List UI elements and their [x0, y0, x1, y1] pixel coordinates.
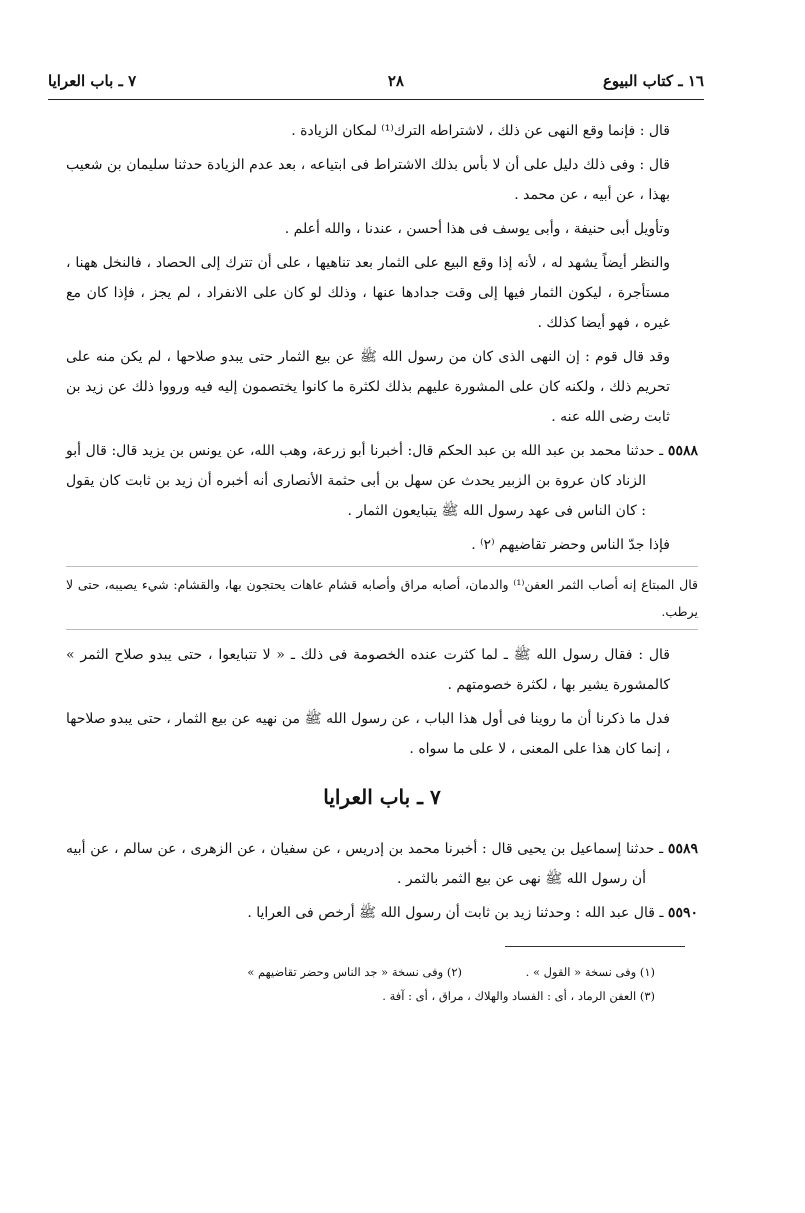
text-paragraph: فدل ما ذكرنا أن ما روينا فى أول هذا الباب ، عن رسول الله ﷺ من نهيه عن بيع الثمار ، حتى يبدو صلاحها ، إنما كان هذا على المعنى ، لا على ما سواه . [66, 711, 670, 757]
hadith-entry [66, 898, 698, 928]
hadith-entry [66, 834, 698, 894]
text-paragraph: قال : وفى ذلك دليل على أن لا بأس بذلك الاشتراط فى ابتياعه ، بعد عدم الزيادة حدثنا سليمان بن شعيب بهذا ، عن أبيه ، عن محمد . [66, 157, 670, 203]
hadith-text: ـ قال عبد الله : وحدثنا زيد بن ثابت أن رسول الله ﷺ أرخص فى العرايا . [247, 905, 664, 921]
hadith-text: ـ حدثنا محمد بن عبد الله بن عبد الحكم قال: أخبرنا أبو زرعة، وهب الله، عن يونس بن يزيد قال: قال أبو الزناد كان عروة بن الزبير يحدث عن سهل بن أبى حثمة الأنصارى أنه أخبره أن زيد بن ثابت كان يقول : كان الناس فى عهد رسول الله ﷺ يتبايعون الثمار . [66, 443, 664, 519]
gloss-note: قال المبتاع إنه أصاب الثمر العفن⁽¹⁾ والدمان، أصابه مراق وأصابه قشام عاهات يحتجون بها، والقشام: شيء يصيبه، حتى لا يرطب. [66, 566, 698, 630]
main-text [66, 116, 698, 932]
page-number: ٢٨ [387, 72, 404, 90]
hadith-number: ٥٥٩٠ [667, 905, 698, 921]
header-rule [48, 99, 704, 100]
text-paragraph: والنظر أيضاً يشهد له ، لأنه إذا وقع البيع على الثمار بعد تناهيها ، على أن تترك إلى الحصاد ، فالنخل ههنا ، مستأجرة ، ليكون الثمار فيها إلى وقت جدادها عنها ، وذلك لو كان على الانفراد ، لم يجز ، فإذا كان مع غيره ، فهو أيضا كذلك . [66, 255, 670, 331]
text-paragraph: فإذا جدّ الناس وحضر تقاضيهم ⁽٢⁾ . [471, 537, 670, 553]
hadith-number: ٥٥٨٩ [667, 841, 698, 857]
footnote-1: (١) وفى نسخة « القول » . [525, 965, 655, 979]
hadith-entry [66, 436, 698, 526]
text-paragraph: قال : فقال رسول الله ﷺ ـ لما كثرت عنده الخصومة فى ذلك ـ « لا تتبايعوا ، حتى يبدو صلاح الثمر » كالمشورة يشير بها ، لكثرة خصومتهم . [66, 647, 670, 693]
header-chapter-title: ٧ ـ باب العرايا [48, 72, 137, 90]
text-paragraph: قال : فإنما وقع النهى عن ذلك ، لاشتراطه الترك⁽¹⁾ لمكان الزيادة . [291, 123, 670, 139]
header-book-title: ١٦ ـ كتاب البيوع [602, 72, 704, 90]
footnote-3: (٣) العفن الرماد ، أى : الفساد والهلاك ، مراق ، أى : آفة . [382, 989, 655, 1003]
text-paragraph: وتأويل أبى حنيفة ، وأبى يوسف فى هذا أحسن ، عندنا ، والله أعلم . [284, 221, 670, 237]
running-header [48, 72, 704, 96]
footnotes [95, 960, 655, 1008]
hadith-number: ٥٥٨٨ [667, 443, 698, 459]
hadith-text: ـ حدثنا إسماعيل بن يحيى قال : أخبرنا محمد بن إدريس ، عن سفيان ، عن الزهرى ، عن سالم ، عن أبيه أن رسول الله ﷺ نهى عن بيع الثمر بالثمر . [66, 841, 664, 887]
chapter-title: ٧ ـ باب العرايا [323, 785, 441, 809]
footnote-row [95, 960, 655, 984]
footnote-rule [505, 946, 685, 947]
text-paragraph: وقد قال قوم : إن النهى الذى كان من رسول الله ﷺ عن بيع الثمار حتى يبدو صلاحها ، لم يكن منه على تحريم ذلك ، ولكنه كان على المشورة عليهم بذلك لكثرة ما كانوا يختصمون إليه فيه ورووا ذلك عن زيد بن ثابت رضى الله عنه . [66, 349, 670, 425]
footnote-2: (٢) وفى نسخة « جد الناس وحضر تقاضيهم » [247, 965, 462, 979]
